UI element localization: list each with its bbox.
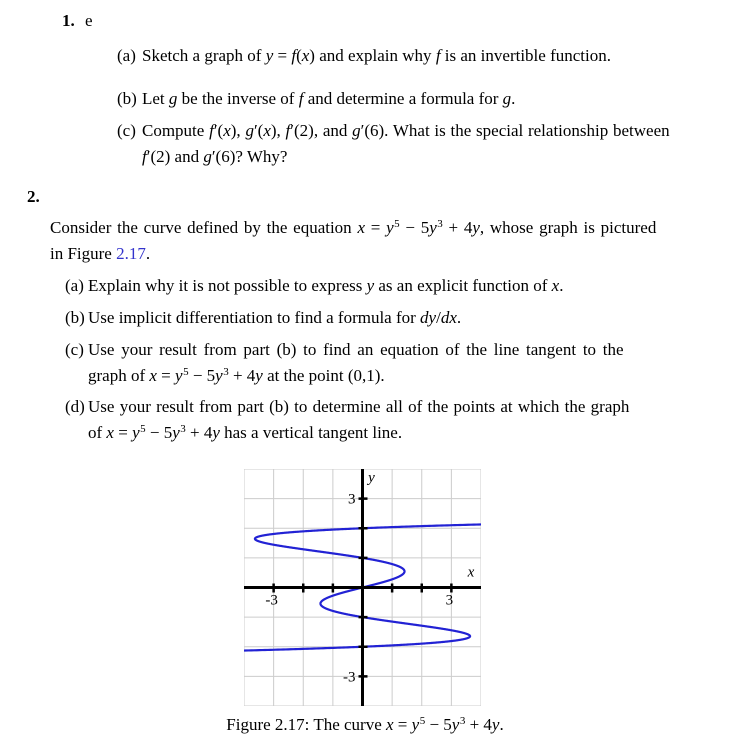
problem-1-part-a-label: (a) bbox=[117, 46, 136, 65]
problem-2-part-c-text-line-2: graph of $x = y^5 - 5y^3 + 4y$ at the point (0,1). bbox=[88, 366, 385, 385]
problem-1-part-c-text-line-1: Compute f′(x), g′(x), f′(2), and g′(6). What is the special relationship between bbox=[142, 121, 670, 140]
figure-ref-link[interactable]: 2.17 bbox=[116, 244, 146, 263]
problem-2-part-c-text-line-1: Use your result from part (b) to find an equation of the line tangent to the bbox=[88, 340, 624, 359]
svg-text:3: 3 bbox=[445, 592, 454, 609]
figure-2-17-plot bbox=[244, 469, 481, 706]
problem-1-part-b-label: (b) bbox=[117, 89, 137, 108]
svg-text:y: y bbox=[368, 470, 375, 486]
problem-2-part-a-text: Explain why it is not possible to express y as an explicit function of x. bbox=[88, 276, 564, 295]
problem-1-part-a-text: Sketch a graph of y = f(x) and explain why f is an invertible function. bbox=[142, 46, 611, 65]
problem-2-intro-line-1: Consider the curve defined by the equation $x = y^5 - 5y^3 + 4y$, whose graph is pictured bbox=[50, 218, 657, 237]
problem-2-part-c-label: (c) bbox=[65, 340, 84, 359]
problem-2-part-d-text-line-2: of $x = y^5 - 5y^3 + 4y$ has a vertical tangent line. bbox=[88, 423, 403, 442]
problem-2-intro-line-2: in Figure 2.17. bbox=[50, 244, 151, 263]
problem-2-part-a-label: (a) bbox=[65, 276, 84, 295]
problem-1-number: 1. bbox=[62, 11, 75, 30]
problem-1-part-c-text-line-2: f′(2) and g′(6)? Why? bbox=[142, 147, 288, 166]
problem-1-part-c-label: (c) bbox=[117, 121, 136, 140]
problem-2-part-b-label: (b) bbox=[65, 308, 85, 327]
svg-text:x: x bbox=[467, 564, 475, 581]
problem-2-part-d-text-line-1: Use your result from part (b) to determine all of the points at which the graph bbox=[88, 397, 630, 416]
problem-2-number: 2. bbox=[27, 187, 40, 206]
problem-1-stem: e bbox=[85, 11, 93, 30]
figure-caption: Figure 2.17: The curve $x = y^5 - 5y^3 + 4y$. bbox=[226, 715, 504, 734]
svg-text:-3: -3 bbox=[343, 669, 356, 686]
problem-2-part-d-label: (d) bbox=[65, 397, 85, 416]
problem-2-part-b-text: Use implicit differentiation to find a formula for dy/dx. bbox=[88, 308, 462, 327]
svg-text:-3: -3 bbox=[265, 592, 278, 609]
problem-1-part-b-text: Let g be the inverse of f and determine a formula for g. bbox=[142, 89, 516, 108]
svg-text:3: 3 bbox=[348, 491, 356, 508]
